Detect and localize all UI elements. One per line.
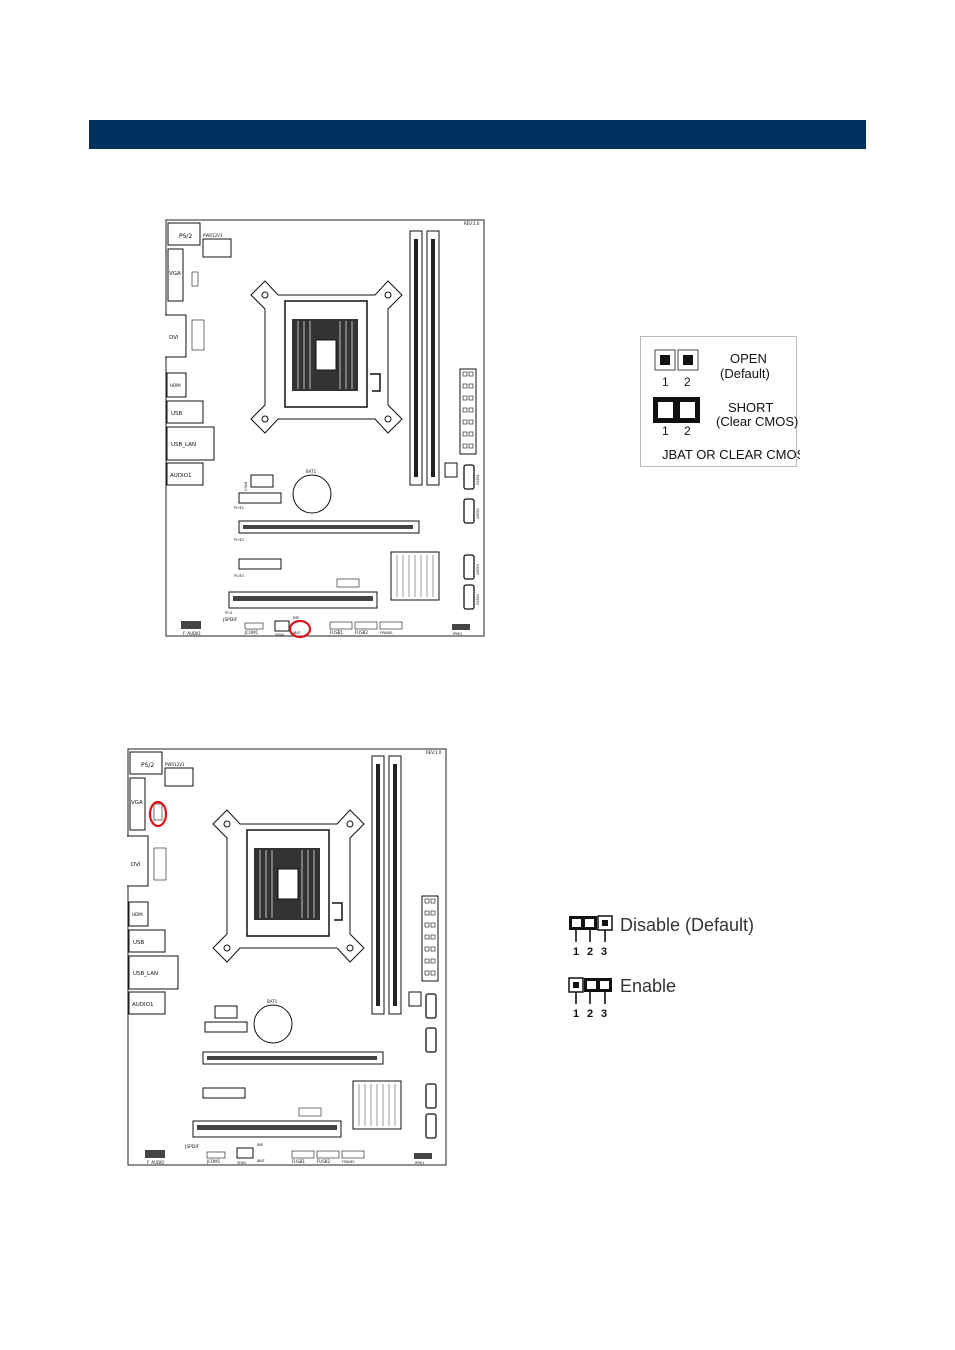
board2-fusb2-label: FUSB2 xyxy=(317,1159,331,1164)
disable-pin-2-number: 2 xyxy=(587,946,594,958)
sata1-label: SATA1 xyxy=(476,474,480,485)
board2-battery-label: BAT1 xyxy=(267,999,278,1004)
board2-jme-label: JME xyxy=(257,1143,264,1147)
usb-label: USB xyxy=(171,411,183,417)
enable-label: Enable xyxy=(620,976,677,996)
board2-pwr-label: PWR12V1 xyxy=(165,762,185,767)
hdmi-label: HDMI xyxy=(170,383,181,388)
fusb1-label: FUSB1 xyxy=(330,630,344,635)
fusb2-label: FUSB2 xyxy=(355,630,369,635)
board2-dvi-label: DVI xyxy=(131,862,141,868)
enable-jumper-icon xyxy=(569,978,612,1004)
board2-audio-label: AUDIO1 xyxy=(132,1002,154,1008)
disable-default-label: Disable (Default) xyxy=(620,915,755,935)
ps2-label: PS/2 xyxy=(179,233,193,240)
board2-usb-lan-label: USB_LAN xyxy=(133,971,159,977)
pcie1-label: PCIE1 xyxy=(234,506,245,510)
board2-fpanel-label: FPANEL xyxy=(342,1160,356,1164)
ipmi-label: IPMI1 xyxy=(453,632,463,636)
board2-vga-label: VGA xyxy=(131,800,143,806)
open-label: OPEN xyxy=(730,351,767,366)
pcie3-label: PCIE3 xyxy=(234,574,245,578)
jbat-label: JBAT xyxy=(293,631,301,635)
short-pin-1-number: 1 xyxy=(662,424,669,438)
board2-ps2-label: PS/2 xyxy=(141,762,155,769)
dvi-label: DVI xyxy=(169,335,179,341)
cfan-label: CFAN xyxy=(244,481,248,491)
board2-f-audio-label: F_AUDIO xyxy=(147,1160,165,1165)
section-header-bar xyxy=(89,120,866,149)
board2-sfan-label: SFAN xyxy=(237,1161,246,1165)
f-audio-label: F_AUDIO xyxy=(183,631,201,636)
short-pin-2-number: 2 xyxy=(684,424,691,438)
battery-label: BAT1 xyxy=(306,469,317,474)
jbat-caption: JBAT OR CLEAR CMOS xyxy=(662,447,800,462)
board2-usb-label: USB xyxy=(133,940,145,946)
audio-label: AUDIO1 xyxy=(170,473,192,479)
spdif-label: JSPDIF xyxy=(223,618,238,623)
fpanel-label: FPANEL xyxy=(380,631,394,635)
board2-fusb1-label: FUSB1 xyxy=(292,1159,306,1164)
open-pin-2-number: 2 xyxy=(684,375,691,389)
board2-rev-label: REV:1.0 xyxy=(426,750,442,755)
jme-jumper-panel xyxy=(566,910,766,1027)
disable-pin-3-number: 3 xyxy=(601,946,608,958)
usb-lan-label: USB_LAN xyxy=(171,442,197,448)
sata3-label: SATA3 xyxy=(476,564,480,575)
board2-ipmi-label: IPMI1 xyxy=(415,1161,425,1165)
jme-label: JME xyxy=(293,616,300,620)
pcie2-label: PCIE2 xyxy=(234,538,245,542)
disable-jumper-icon xyxy=(569,916,612,942)
disable-pin-1-number: 1 xyxy=(573,946,580,958)
enable-pin-2-number: 2 xyxy=(587,1008,594,1020)
pwr-label: PWR12V1 xyxy=(203,233,223,238)
board2-hdmi-label: HDMI xyxy=(132,912,143,917)
open-pin-1-number: 1 xyxy=(662,375,669,389)
sfan-label: SFAN xyxy=(275,633,284,637)
short-sub-label: (Clear CMOS) xyxy=(716,414,799,429)
enable-pin-3-number: 3 xyxy=(601,1008,608,1020)
sata4-label: SATA4 xyxy=(476,594,480,605)
sata2-label: SATA2 xyxy=(476,508,480,519)
board2-jcom-label: JCOM1 xyxy=(207,1159,221,1164)
vga-label: VGA xyxy=(169,271,181,277)
pci1-label: PCI1 xyxy=(225,611,233,615)
board2-jbat-label: JBAT xyxy=(257,1159,265,1163)
jcom-label: JCOM1 xyxy=(245,630,259,635)
short-label: SHORT xyxy=(728,400,774,415)
motherboard-diagram-jbat xyxy=(165,219,487,639)
motherboard-diagram-jme xyxy=(127,748,449,1168)
enable-pin-1-number: 1 xyxy=(573,1008,580,1020)
board-rev-label: REV:1.0 xyxy=(464,221,480,226)
open-sub-label: (Default) xyxy=(720,366,770,381)
board2-spdif-label: JSPDIF xyxy=(185,1145,200,1150)
jbat-jumper-panel xyxy=(640,336,800,479)
